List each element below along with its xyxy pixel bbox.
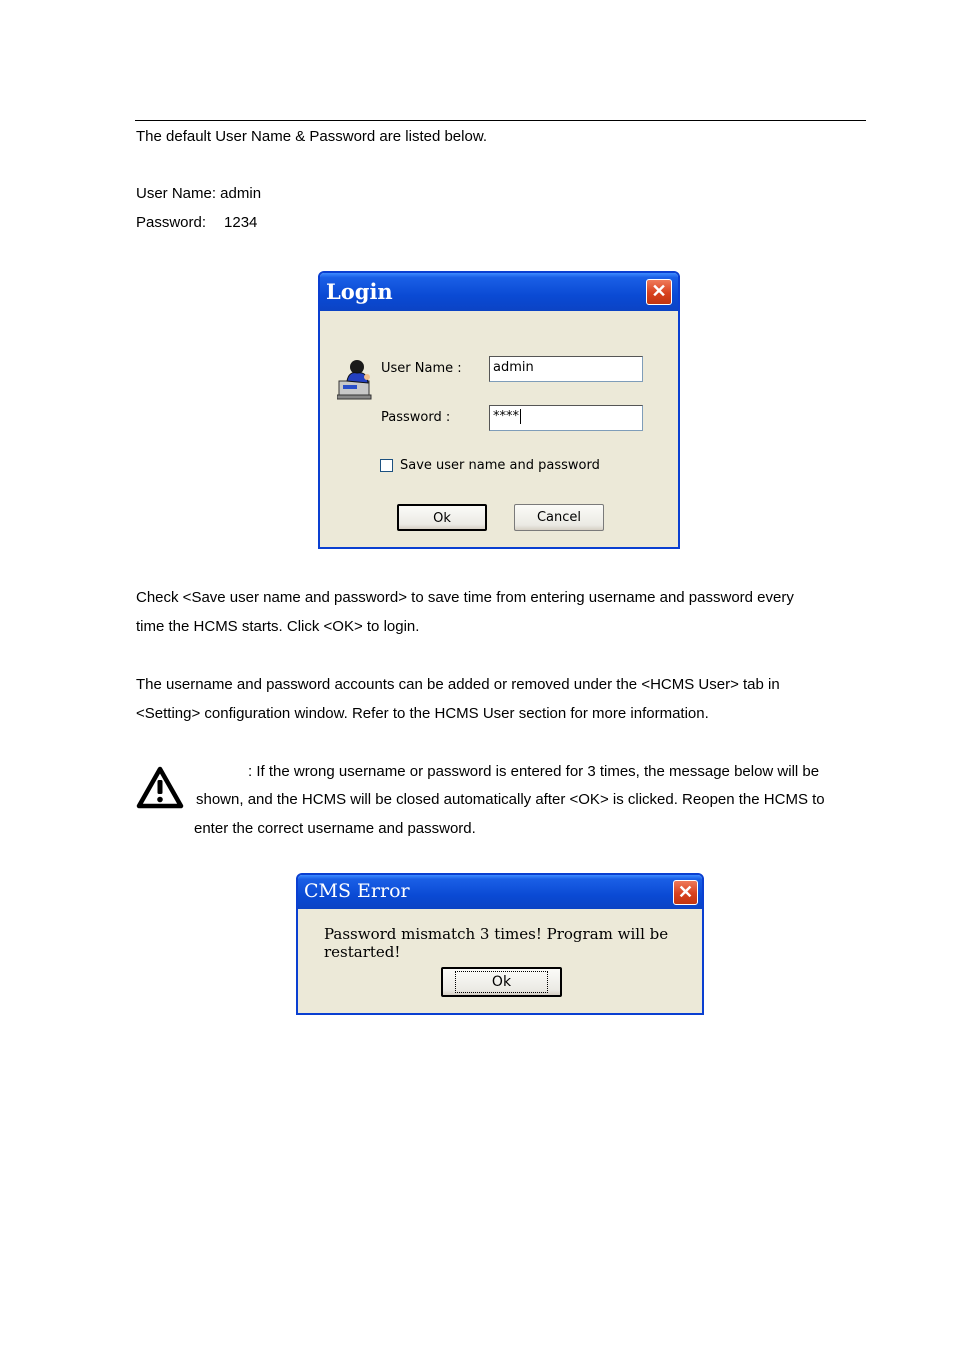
- para1-line2: time the HCMS starts. Click <OK> to login.: [136, 618, 420, 635]
- warning-icon: [136, 766, 184, 810]
- login-ok-button[interactable]: Ok: [397, 504, 487, 531]
- save-credentials-checkbox[interactable]: [380, 459, 393, 472]
- password-label: Password :: [381, 410, 451, 425]
- error-titlebar: [298, 875, 702, 909]
- note-line3: enter the correct username and password.: [194, 820, 476, 837]
- password-credential-value: 1234: [224, 214, 258, 231]
- close-icon: ✕: [651, 281, 667, 301]
- error-message: Password mismatch 3 times! Program will be restarted!: [324, 925, 669, 961]
- note-line2: shown, and the HCMS will be closed automatically after <OK> is clicked. Reopen the HCMS to: [196, 791, 825, 808]
- username-label: User Name :: [381, 361, 462, 376]
- note-line1: : If the wrong username or password is entered for 3 times, the message below will be: [248, 763, 820, 780]
- save-credentials-label[interactable]: Save user name and password: [400, 458, 600, 473]
- error-ok-label: Ok: [455, 971, 548, 993]
- login-cancel-button[interactable]: Cancel: [514, 504, 604, 531]
- text-cursor: [520, 409, 521, 424]
- error-close-button[interactable]: [673, 880, 698, 905]
- password-mask: ****: [493, 409, 519, 424]
- error-ok-button[interactable]: [441, 967, 562, 997]
- para1-line1: Check <Save user name and password> to save time from entering username and password every: [136, 589, 794, 606]
- para2-line2: <Setting> configuration window. Refer to the HCMS User section for more information.: [136, 705, 709, 722]
- username-credential: User Name: admin: [136, 185, 262, 202]
- para2-line1: The username and password accounts can be added or removed under the <HCMS User> tab in: [136, 676, 780, 693]
- login-dialog: [318, 271, 680, 549]
- login-titlebar: [320, 273, 678, 311]
- password-input[interactable]: [489, 405, 643, 431]
- header-rule: [135, 120, 866, 121]
- password-credential: [136, 208, 257, 237]
- username-input[interactable]: admin: [489, 356, 643, 382]
- user-computer-icon: [337, 357, 377, 401]
- login-close-button[interactable]: [646, 279, 672, 305]
- intro-text: The default User Name & Password are listed below.: [136, 128, 487, 145]
- error-title: CMS Error: [304, 880, 410, 902]
- close-icon: ✕: [677, 882, 694, 902]
- password-credential-label: Password:: [136, 214, 207, 231]
- login-title: Login: [326, 279, 393, 304]
- error-dialog: [296, 873, 704, 1015]
